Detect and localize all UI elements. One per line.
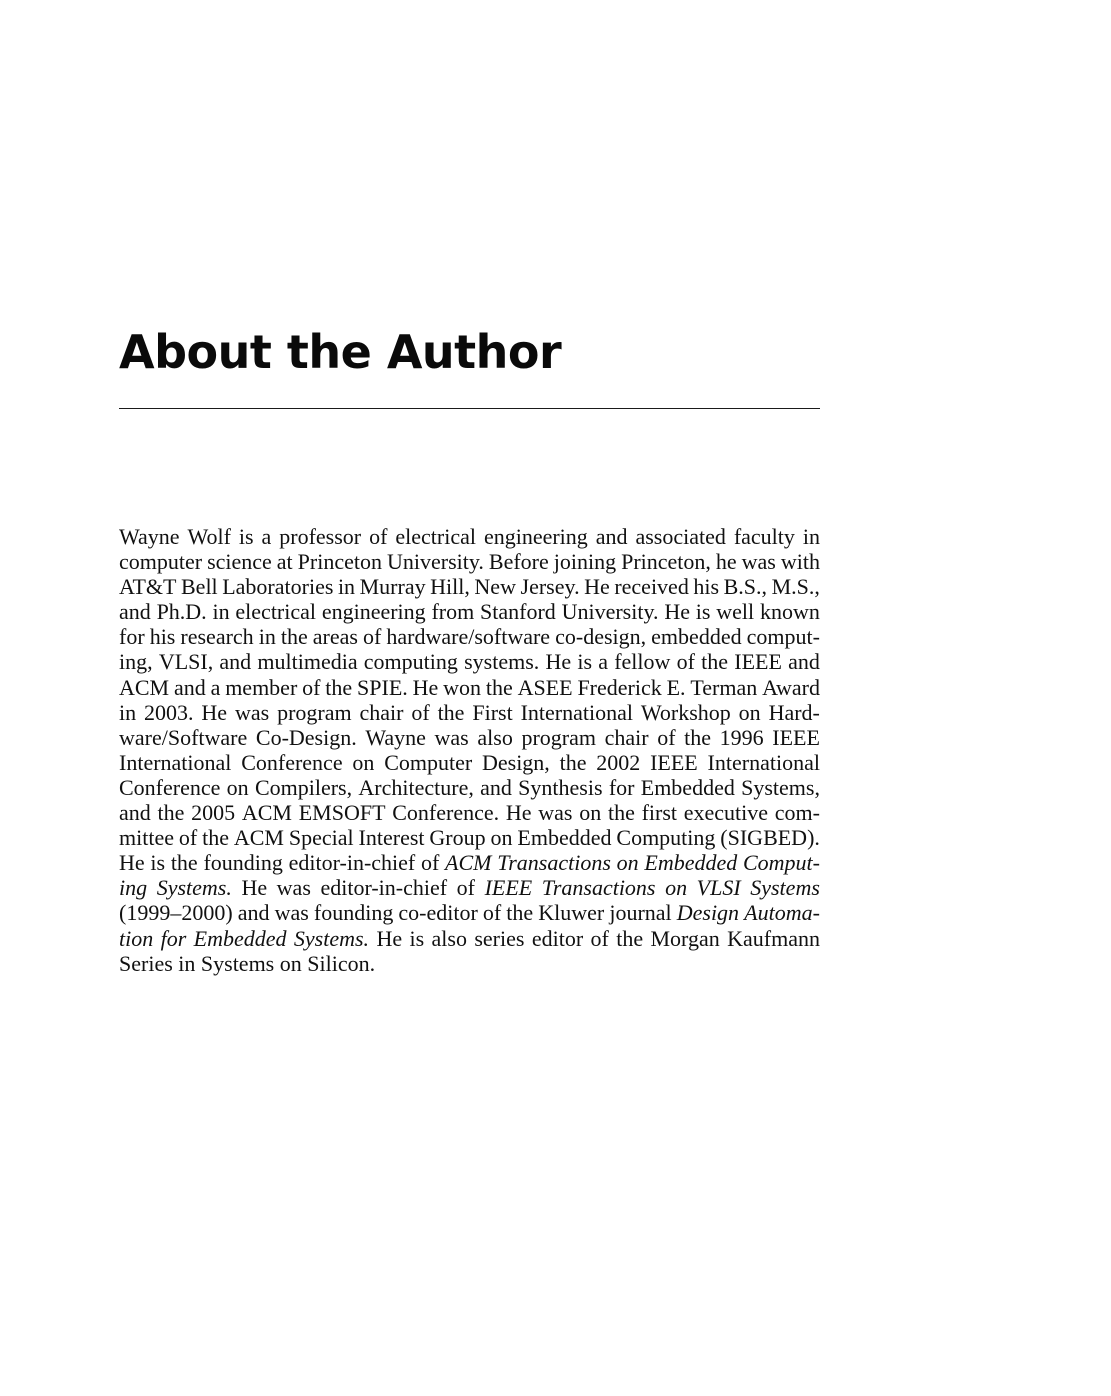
bio-word: electrical <box>235 599 317 625</box>
bio-word: on <box>616 850 639 876</box>
bio-word: and <box>219 649 252 675</box>
bio-word: systems. <box>464 649 540 675</box>
bio-word: Design, <box>481 749 550 775</box>
bio-word: the <box>437 699 465 725</box>
bio-word: of <box>178 825 198 851</box>
bio-line <box>119 951 820 976</box>
bio-word: for <box>160 925 187 951</box>
bio-word: and <box>788 649 820 675</box>
bio-word: Before <box>488 549 549 575</box>
bio-word: and <box>595 524 628 549</box>
bio-line <box>119 926 820 951</box>
bio-word: VLSI <box>696 875 741 901</box>
bio-word: a <box>598 649 609 675</box>
bio-word: professor <box>279 524 362 549</box>
bio-word: International <box>520 699 633 725</box>
bio-word: Systems. <box>293 925 370 951</box>
bio-word: IEEE <box>650 749 698 775</box>
bio-word: Systems, <box>741 774 820 800</box>
bio-word: hardware/software <box>386 624 551 650</box>
bio-word: Special <box>288 825 354 851</box>
bio-word: 2003. <box>144 699 194 725</box>
bio-word: B.S., <box>723 574 768 600</box>
bio-word: is <box>238 524 254 549</box>
bio-word: in <box>119 699 137 725</box>
bio-word: Kluwer <box>538 900 605 926</box>
bio-line <box>119 574 820 599</box>
bio-word: the <box>701 649 729 675</box>
bio-line <box>119 524 820 549</box>
bio-word: of <box>590 925 609 951</box>
bio-line <box>119 549 820 574</box>
bio-word: a <box>210 674 221 700</box>
bio-word: International <box>119 749 232 775</box>
bio-word: joining <box>553 549 617 575</box>
bio-word: He <box>376 925 403 951</box>
bio-word: and <box>119 599 151 625</box>
bio-word: science <box>207 549 272 575</box>
bio-word: He <box>584 574 610 600</box>
bio-word: Systems. <box>156 875 232 901</box>
bio-word: Systems <box>750 875 820 901</box>
bio-line <box>119 725 820 750</box>
bio-word: in <box>212 599 230 625</box>
bio-word: on <box>738 699 761 725</box>
bio-word: of <box>302 674 321 700</box>
bio-word: areas <box>312 624 358 650</box>
bio-word: mittee <box>119 825 174 851</box>
bio-word: co-editor <box>398 900 478 926</box>
bio-word: AT&T <box>119 574 177 600</box>
bio-word: known <box>759 599 820 625</box>
bio-word: He <box>241 875 268 901</box>
bio-word: (SIGBED). <box>720 825 820 851</box>
bio-word: of <box>676 649 695 675</box>
bio-word: the <box>170 850 198 876</box>
bio-word: Synthesis <box>518 774 603 800</box>
bio-word: editor <box>531 925 584 951</box>
bio-word: Princeton <box>297 549 382 575</box>
bio-word: Embedded <box>193 925 287 951</box>
bio-word: Comput- <box>742 850 820 876</box>
bio-word: He <box>201 699 228 725</box>
bio-word: of <box>482 900 502 926</box>
bio-word: IEEE <box>734 649 782 675</box>
bio-word: well <box>716 599 755 625</box>
bio-word: Architecture, <box>358 774 474 800</box>
bio-word: is <box>577 649 593 675</box>
bio-word: ACM <box>241 800 292 826</box>
bio-word: International <box>707 749 820 775</box>
bio-word: his <box>693 574 720 600</box>
bio-word: journal <box>609 900 672 926</box>
bio-word: in <box>258 624 276 650</box>
bio-word: engineering <box>321 599 426 625</box>
bio-word: Wolf <box>187 524 231 549</box>
bio-word: is <box>150 850 166 876</box>
bio-word: Compilers, <box>254 774 353 800</box>
bio-line <box>119 599 820 624</box>
bio-word: Terman <box>690 674 758 700</box>
bio-word: in <box>337 574 356 600</box>
bio-word: Interest <box>358 825 425 851</box>
bio-word: SPIE. <box>357 674 408 700</box>
bio-word: com- <box>774 800 820 826</box>
bio-word: (1999–2000) <box>119 900 233 926</box>
bio-word: editor-in-chief <box>288 850 416 876</box>
bio-word: Laboratories <box>222 574 334 600</box>
bio-word: Ph.D. <box>156 599 207 625</box>
bio-word: Award <box>762 674 820 700</box>
bio-word: for <box>119 624 145 650</box>
bio-word: was <box>434 724 469 750</box>
bio-word: Automa- <box>744 900 820 926</box>
bio-word: received <box>614 574 689 600</box>
bio-line <box>119 624 820 649</box>
bio-word: was <box>276 875 311 901</box>
bio-word: editor-in-chief <box>320 875 448 901</box>
bio-line <box>119 825 820 850</box>
bio-word: series <box>474 925 525 951</box>
bio-word: Computing <box>616 825 716 851</box>
bio-word: the <box>202 825 229 851</box>
bio-word: and <box>173 674 206 700</box>
bio-word: program <box>277 699 352 725</box>
bio-word: is <box>695 599 711 625</box>
bio-word: E. <box>666 674 686 700</box>
bio-word: at <box>276 549 293 575</box>
bio-line <box>119 900 820 925</box>
bio-word: Bell <box>181 574 218 600</box>
bio-word: the <box>485 674 513 700</box>
bio-word: He <box>664 599 690 625</box>
bio-word: Morgan <box>650 925 720 951</box>
bio-word: of <box>369 524 388 549</box>
bio-word: for <box>608 774 635 800</box>
bio-word: a <box>261 524 272 549</box>
bio-word: VLSI, <box>158 649 214 675</box>
bio-word: electrical <box>395 524 476 549</box>
bio-word: Conference <box>119 774 221 800</box>
bio-word: the <box>280 624 308 650</box>
bio-word: computing <box>363 649 458 675</box>
bio-word: of <box>411 699 430 725</box>
bio-word: Silicon. <box>307 950 376 976</box>
bio-line <box>119 775 820 800</box>
bio-word: He <box>505 800 532 826</box>
bio-word: He <box>412 674 439 700</box>
bio-word: Embedded <box>517 825 612 851</box>
bio-word: Conference <box>241 749 343 775</box>
bio-word: was <box>538 800 573 826</box>
bio-word: Transactions <box>541 875 656 901</box>
bio-word: also <box>477 724 513 750</box>
bio-word: Embedded <box>644 850 738 876</box>
bio-word: faculty <box>733 524 795 549</box>
bio-word: ASEE <box>517 674 573 700</box>
bio-word: Wayne <box>119 524 180 549</box>
bio-word: ware/Software <box>119 724 248 750</box>
bio-line <box>119 700 820 725</box>
bio-word: Systems <box>200 950 275 976</box>
bio-word: won <box>443 674 482 700</box>
bio-word: multimedia <box>257 649 358 675</box>
bio-word: program <box>521 724 596 750</box>
bio-line <box>119 800 820 825</box>
bio-word: the <box>607 800 635 826</box>
bio-word: EMSOFT <box>298 800 386 826</box>
bio-word: University. <box>561 599 659 625</box>
bio-line <box>119 675 820 700</box>
bio-word: engineering <box>483 524 588 549</box>
bio-word: on <box>226 774 249 800</box>
bio-word: 2002 <box>596 749 641 775</box>
bio-word: ACM <box>233 825 284 851</box>
bio-line <box>119 649 820 674</box>
bio-word: first <box>641 800 678 826</box>
bio-word: Embedded <box>640 774 735 800</box>
bio-word: Stanford <box>480 599 556 625</box>
bio-word: fellow <box>614 649 671 675</box>
bio-word: Conference. <box>392 800 500 826</box>
bio-line <box>119 750 820 775</box>
bio-word: ACM <box>119 674 170 700</box>
bio-word: ing <box>119 875 148 901</box>
bio-word: tion <box>119 925 154 951</box>
bio-word: from <box>431 599 475 625</box>
bio-word: was <box>274 900 309 926</box>
bio-line <box>119 850 820 875</box>
bio-word: 1996 <box>719 724 764 750</box>
bio-word: in <box>802 524 820 549</box>
bio-word: of <box>456 875 475 901</box>
bio-word: the <box>506 900 534 926</box>
bio-word: Transactions <box>497 850 611 876</box>
bio-word: of <box>420 850 440 876</box>
page-title: About the Author <box>119 325 562 379</box>
bio-word: Design <box>676 900 740 926</box>
bio-word: Group <box>429 825 486 851</box>
bio-word: founding <box>203 850 283 876</box>
bio-word: computer <box>119 549 203 575</box>
bio-word: was <box>741 549 776 575</box>
author-bio-paragraph <box>119 524 820 976</box>
bio-word: First <box>472 699 513 725</box>
bio-word: Series <box>119 950 173 976</box>
bio-word: IEEE <box>772 724 820 750</box>
bio-word: 2005 <box>191 800 236 826</box>
bio-word: M.S., <box>771 574 820 600</box>
bio-word: He <box>545 649 572 675</box>
bio-word: Wayne <box>365 724 426 750</box>
bio-word: Murray <box>359 574 426 600</box>
bio-word: on <box>490 825 513 851</box>
bio-word: he <box>715 549 737 575</box>
bio-word: chair <box>604 724 649 750</box>
bio-word: associated <box>635 524 726 549</box>
bio-word: ACM <box>445 850 492 876</box>
bio-word: Kaufmann <box>727 925 820 951</box>
bio-word: Jersey. <box>520 574 580 600</box>
bio-word: comput- <box>746 624 820 650</box>
bio-word: founding <box>313 900 394 926</box>
bio-word: and <box>480 774 512 800</box>
bio-word: Computer <box>384 749 473 775</box>
bio-word: on <box>279 950 302 976</box>
bio-word: of <box>657 724 676 750</box>
bio-word: the <box>559 749 587 775</box>
bio-word: chair <box>359 699 404 725</box>
bio-word: Princeton, <box>621 549 711 575</box>
bio-word: his <box>149 624 176 650</box>
bio-word: was <box>234 699 270 725</box>
bio-word: of <box>363 624 382 650</box>
bio-word: executive <box>683 800 769 826</box>
bio-word: New <box>474 574 516 600</box>
bio-word: also <box>431 925 467 951</box>
bio-word: University. <box>386 549 484 575</box>
bio-word: the <box>684 724 712 750</box>
heading-divider <box>119 408 820 409</box>
bio-word: the <box>325 674 353 700</box>
bio-word: the <box>157 800 185 826</box>
bio-word: Hard- <box>768 699 820 725</box>
bio-line <box>119 875 820 900</box>
bio-word: and <box>237 900 270 926</box>
bio-word: on <box>665 875 688 901</box>
bio-word: Frederick <box>577 674 662 700</box>
bio-word: Workshop <box>640 699 731 725</box>
bio-word: ing, <box>119 649 153 675</box>
bio-word: on <box>352 749 375 775</box>
bio-word: IEEE <box>484 875 533 901</box>
bio-word: research <box>180 624 254 650</box>
bio-word: Hill, <box>430 574 470 600</box>
bio-word: Co-Design. <box>255 724 357 750</box>
bio-word: and <box>119 800 151 826</box>
bio-word: embedded <box>651 624 742 650</box>
bio-word: is <box>409 925 425 951</box>
bio-word: member <box>225 674 298 700</box>
bio-word: in <box>178 950 196 976</box>
bio-word: with <box>780 549 820 575</box>
bio-word: on <box>579 800 602 826</box>
bio-word: co-design, <box>555 624 647 650</box>
bio-word: the <box>616 925 644 951</box>
bio-word: He <box>119 850 145 876</box>
